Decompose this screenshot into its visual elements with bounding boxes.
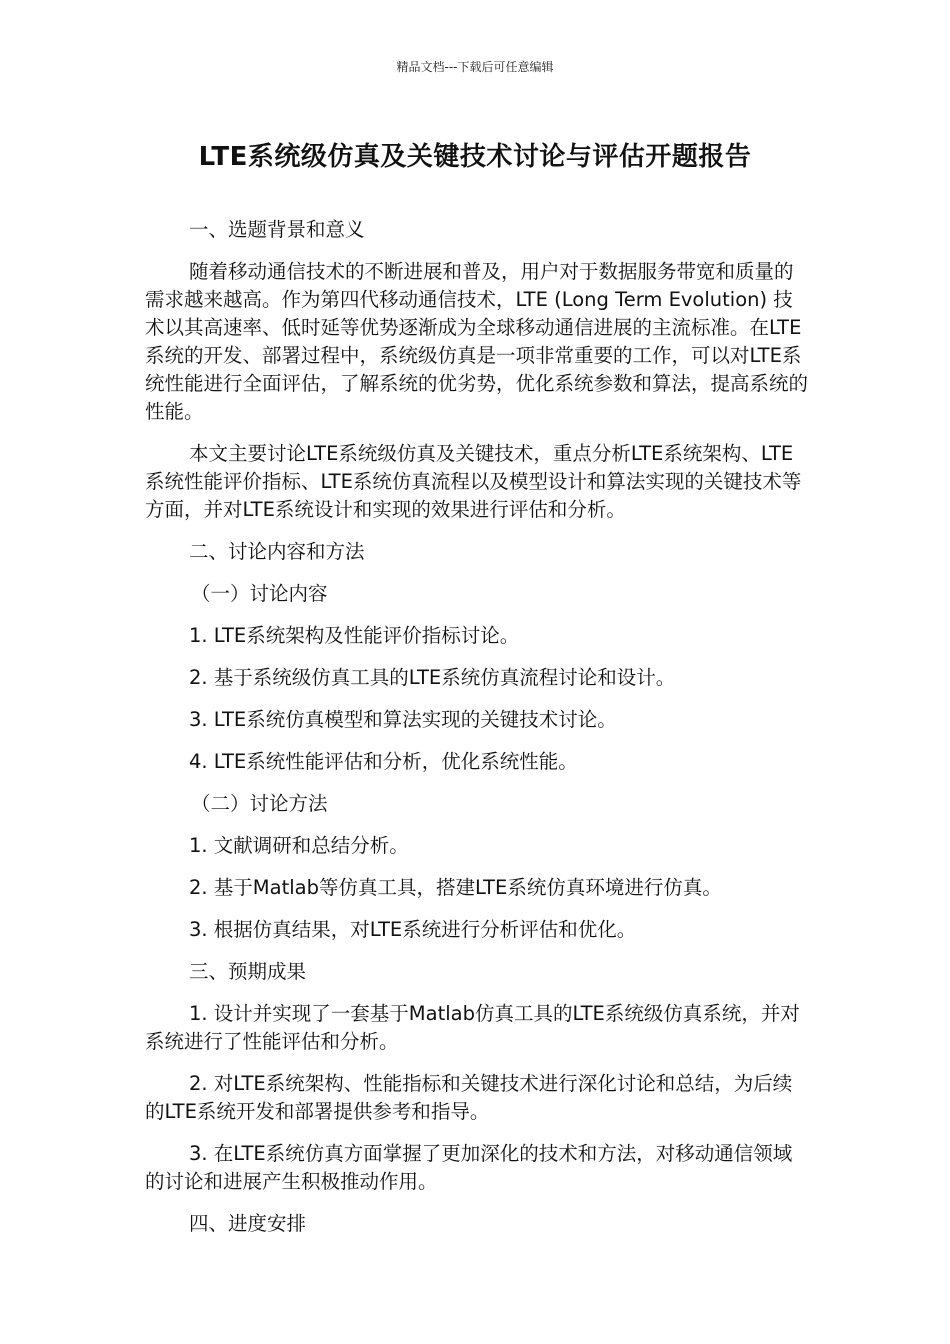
outcome-item: 1. 设计并实现了一套基于Matlab仿真工具的LTE系统级仿真系统，并对系统进行了性能评估和分析。 [145,1002,800,1053]
document-body [145,216,810,1238]
subsection-heading-methods: （二）讨论方法 [191,792,328,815]
list-item: 1. 文献调研和总结分析。 [189,834,409,857]
document-title: LTE系统级仿真及关键技术讨论与评估开题报告 [198,142,752,172]
outcome-item: 3. 在LTE系统仿真方面掌握了更加深化的技术和方法，对移动通信领域的讨论和进展产生积极推动作用。 [145,1142,793,1193]
page-header: 精品文档---下载后可任意编辑 [396,60,554,74]
list-item: 2. 基于系统级仿真工具的LTE系统仿真流程讨论和设计。 [189,666,676,689]
section-heading-background: 一、选题背景和意义 [189,218,365,241]
list-item: 3. 根据仿真结果，对LTE系统进行分析评估和优化。 [189,918,637,941]
section-heading-content-methods: 二、讨论内容和方法 [189,540,365,563]
list-item: 1. LTE系统架构及性能评价指标讨论。 [189,624,520,647]
section-heading-schedule: 四、进度安排 [189,1212,307,1235]
list-item: 2. 基于Matlab等仿真工具，搭建LTE系统仿真环境进行仿真。 [189,876,722,899]
subsection-heading-content: （一）讨论内容 [191,582,328,605]
section-heading-outcomes: 三、预期成果 [189,960,307,983]
outcome-item: 2. 对LTE系统架构、性能指标和关键技术进行深化讨论和总结，为后续的LTE系统开发和部署提供参考和指导。 [145,1072,793,1123]
paragraph-background: 随着移动通信技术的不断进展和普及，用户对于数据服务带宽和质量的需求越来越高。作为第四代移动通信技术，LTE (Long Term Evolution) 技术以其高速率、低时延等优势逐渐成为全球移动通信进展的主流标准。在LTE系统的开发、部署过程中，系统级仿真是一项非常重要的工作，可以对LTE系统性能进行全面评估，了解系统的优劣势，优化系统参数和算法，提高系统的性能。 [145,260,809,423]
list-item: 4. LTE系统性能评估和分析，优化系统性能。 [189,750,578,773]
paragraph-scope: 本文主要讨论LTE系统级仿真及关键技术，重点分析LTE系统架构、LTE系统性能评价指标、LTE系统仿真流程以及模型设计和算法实现的关键技术等方面，并对LTE系统设计和实现的效果进行评估和分析。 [145,442,802,521]
list-item: 3. LTE系统仿真模型和算法实现的关键技术讨论。 [189,708,617,731]
